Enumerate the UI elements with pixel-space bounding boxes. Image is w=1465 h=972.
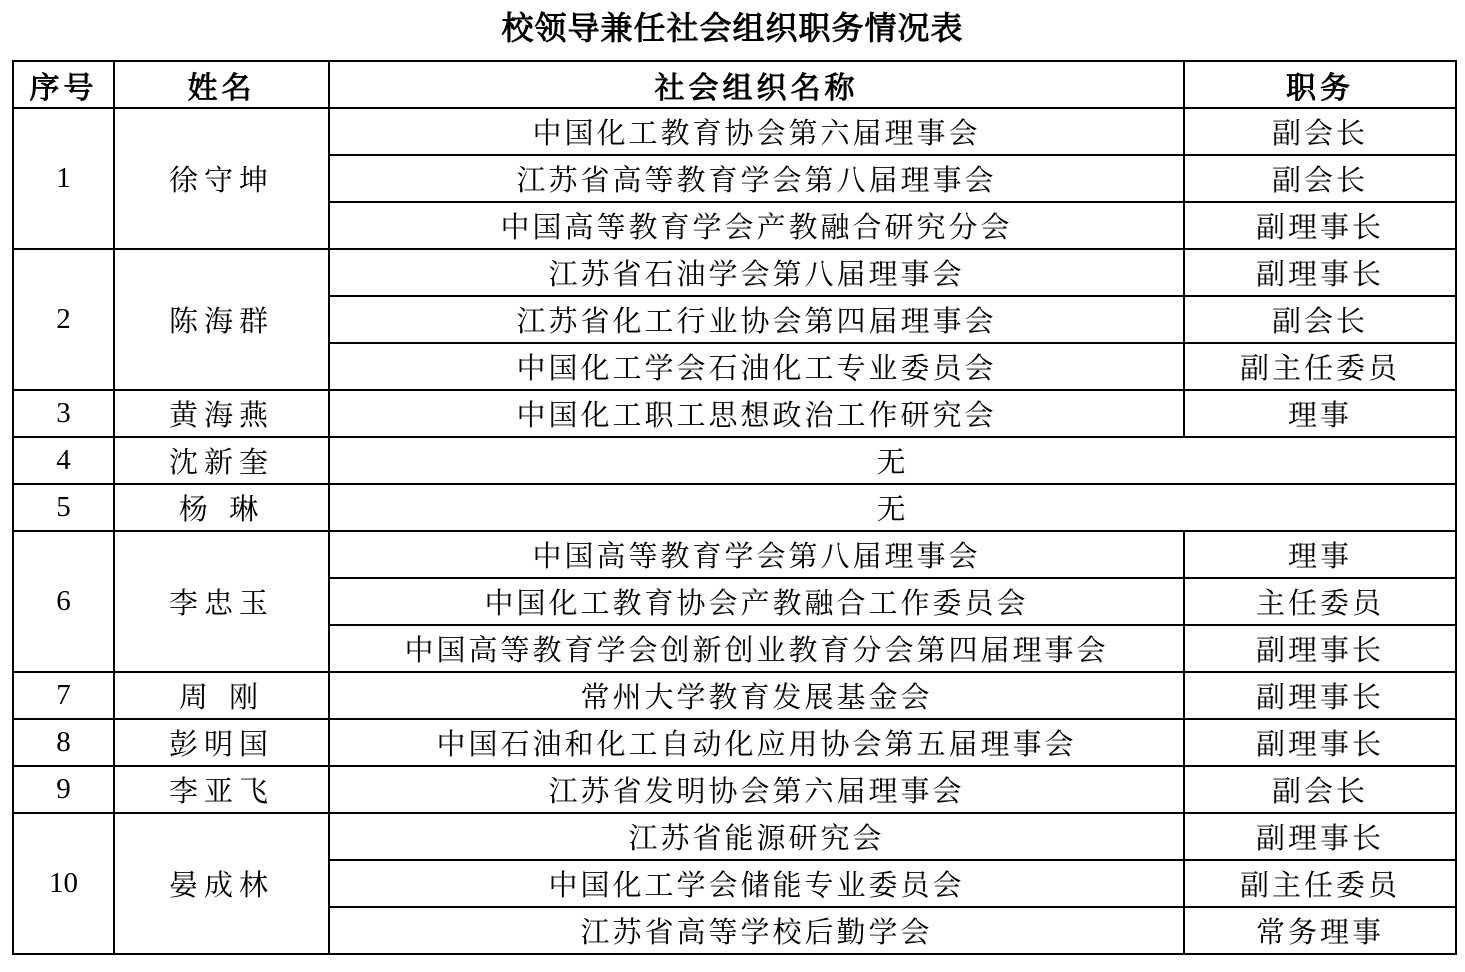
none-cell: 无 <box>329 484 1456 531</box>
org-cell: 江苏省化工行业协会第四届理事会 <box>329 296 1184 343</box>
table-row <box>13 672 1456 719</box>
position-cell: 副理事长 <box>1184 249 1456 296</box>
position-cell: 主任委员 <box>1184 578 1456 625</box>
position-cell: 副理事长 <box>1184 813 1456 860</box>
position-cell: 副理事长 <box>1184 625 1456 672</box>
org-cell: 中国化工教育协会产教融合工作委员会 <box>329 578 1184 625</box>
position-cell: 副会长 <box>1184 155 1456 202</box>
header-org: 社会组织名称 <box>329 61 1184 108</box>
position-cell: 副会长 <box>1184 108 1456 155</box>
org-cell: 江苏省石油学会第八届理事会 <box>329 249 1184 296</box>
org-cell: 江苏省能源研究会 <box>329 813 1184 860</box>
position-cell: 副主任委员 <box>1184 860 1456 907</box>
org-cell: 常州大学教育发展基金会 <box>329 672 1184 719</box>
table-row <box>13 719 1456 766</box>
position-cell: 理事 <box>1184 390 1456 437</box>
org-cell: 中国高等教育学会创新创业教育分会第四届理事会 <box>329 625 1184 672</box>
table-row <box>13 249 1456 296</box>
header-position: 职务 <box>1184 61 1456 108</box>
org-cell: 江苏省高等教育学会第八届理事会 <box>329 155 1184 202</box>
header-seq: 序号 <box>13 61 114 108</box>
name-cell: 李忠玉 <box>114 531 329 672</box>
position-cell: 副理事长 <box>1184 672 1456 719</box>
org-cell: 中国石油和化工自动化应用协会第五届理事会 <box>329 719 1184 766</box>
seq-cell: 9 <box>13 766 114 813</box>
position-cell: 副会长 <box>1184 766 1456 813</box>
seq-cell: 4 <box>13 437 114 484</box>
position-cell: 常务理事 <box>1184 907 1456 954</box>
org-cell: 中国高等教育学会第八届理事会 <box>329 531 1184 578</box>
leader-positions-table <box>12 60 1457 955</box>
name-cell: 徐守坤 <box>114 108 329 249</box>
org-cell: 中国化工职工思想政治工作研究会 <box>329 390 1184 437</box>
name-cell: 沈新奎 <box>114 437 329 484</box>
name-cell: 黄海燕 <box>114 390 329 437</box>
position-cell: 副理事长 <box>1184 719 1456 766</box>
seq-cell: 8 <box>13 719 114 766</box>
table-row <box>13 484 1456 531</box>
org-cell: 中国化工学会石油化工专业委员会 <box>329 343 1184 390</box>
seq-cell: 6 <box>13 531 114 672</box>
seq-cell: 3 <box>13 390 114 437</box>
name-cell: 彭明国 <box>114 719 329 766</box>
position-cell: 理事 <box>1184 531 1456 578</box>
table-row <box>13 390 1456 437</box>
table-row <box>13 766 1456 813</box>
seq-cell: 5 <box>13 484 114 531</box>
name-cell: 李亚飞 <box>114 766 329 813</box>
table-header-row <box>13 61 1456 108</box>
none-cell: 无 <box>329 437 1456 484</box>
org-cell: 江苏省发明协会第六届理事会 <box>329 766 1184 813</box>
org-cell: 中国化工学会储能专业委员会 <box>329 860 1184 907</box>
name-cell: 杨 琳 <box>114 484 329 531</box>
seq-cell: 10 <box>13 813 114 954</box>
table-row <box>13 108 1456 155</box>
header-name: 姓名 <box>114 61 329 108</box>
position-cell: 副会长 <box>1184 296 1456 343</box>
seq-cell: 1 <box>13 108 114 249</box>
org-cell: 江苏省高等学校后勤学会 <box>329 907 1184 954</box>
name-cell: 周 刚 <box>114 672 329 719</box>
org-cell: 中国化工教育协会第六届理事会 <box>329 108 1184 155</box>
seq-cell: 7 <box>13 672 114 719</box>
table-row <box>13 437 1456 484</box>
table-row <box>13 813 1456 860</box>
position-cell: 副主任委员 <box>1184 343 1456 390</box>
page-title: 校领导兼任社会组织职务情况表 <box>501 9 964 47</box>
name-cell: 晏成林 <box>114 813 329 954</box>
seq-cell: 2 <box>13 249 114 390</box>
table-body <box>13 108 1456 954</box>
name-cell: 陈海群 <box>114 249 329 390</box>
org-cell: 中国高等教育学会产教融合研究分会 <box>329 202 1184 249</box>
position-cell: 副理事长 <box>1184 202 1456 249</box>
table-row <box>13 531 1456 578</box>
